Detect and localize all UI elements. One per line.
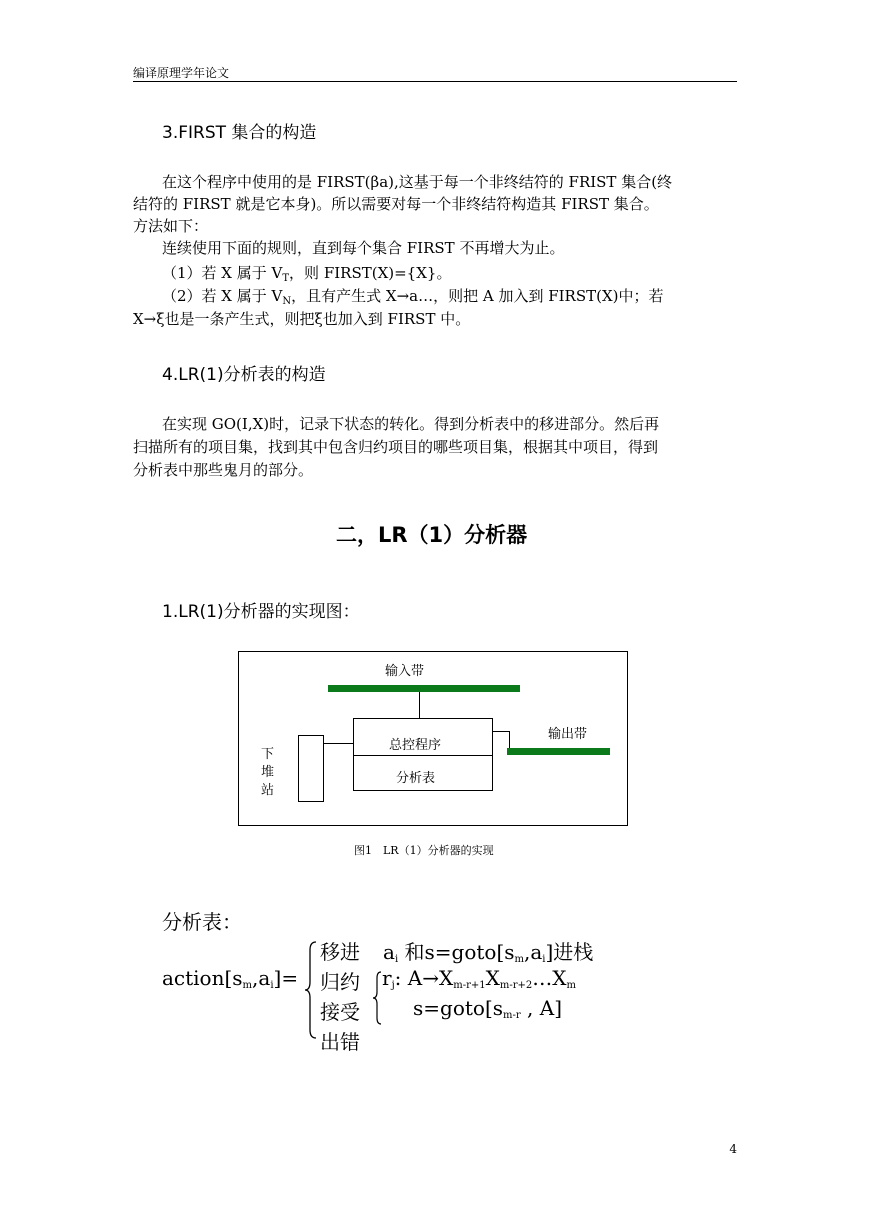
case-shift: 移进 bbox=[320, 940, 360, 964]
rule-1-post: ，则 FIRST(X)={X}。 bbox=[289, 264, 452, 282]
stack-label-3: 站 bbox=[261, 783, 275, 798]
para1-line4: 连续使用下面的规则，直到每个集合 FIRST 不再增大为止。 bbox=[162, 239, 565, 257]
rule-2-post: ，且有产生式 X→a…，则把 A 加入到 FIRST(X)中；若 bbox=[291, 287, 664, 305]
reduce-prod-pre: : A→X bbox=[394, 966, 454, 990]
output-connector-v bbox=[509, 731, 510, 748]
formula-title: 分析表： bbox=[162, 910, 242, 934]
shift-a: a bbox=[383, 940, 395, 964]
rule-2-pre: （2）若 X 属于 V bbox=[162, 287, 283, 305]
case-error: 出错 bbox=[320, 1030, 360, 1054]
shift-action bbox=[383, 936, 593, 965]
shift-rest-mid: ,a bbox=[524, 940, 543, 964]
left-brace-inner bbox=[372, 970, 382, 1026]
para1-line3: 方法如下： bbox=[133, 217, 209, 235]
goto-pre: s=goto[s bbox=[413, 996, 504, 1020]
analysis-table-label: 分析表 bbox=[396, 771, 436, 786]
para1-line1: 在这个程序中使用的是 FIRST(βa),这基于每一个非终结符的 FRIST 集合(终 bbox=[162, 173, 673, 191]
reduce-sub-1: m-r+1 bbox=[453, 980, 486, 991]
case-reduce: 归约 bbox=[320, 970, 360, 994]
running-header: 编译原理学年论文 bbox=[133, 66, 230, 80]
reduce-sub-2: m-r+2 bbox=[499, 980, 533, 991]
output-connector-h bbox=[493, 731, 509, 732]
rule-2-sub: N bbox=[282, 296, 292, 307]
stack-box bbox=[298, 735, 324, 802]
stack-label-1: 下 bbox=[261, 747, 275, 762]
para2-line1: 在实现 GO(I,X)时，记录下状态的转化。得到分析表中的移进部分。然后再 bbox=[162, 415, 660, 433]
case-accept: 接受 bbox=[320, 1000, 360, 1024]
lhs-sub-i: i bbox=[270, 980, 274, 991]
goto-sub: m-r bbox=[503, 1010, 521, 1021]
shift-rest-post: ]进栈 bbox=[545, 940, 594, 964]
chapter-heading: 二，LR（1）分析器 bbox=[336, 523, 528, 547]
para1-line2: 结符的 FIRST 就是它本身)。所以需要对每一个非终结符构造其 FIRST 集合。 bbox=[133, 195, 659, 213]
reduce-action bbox=[382, 966, 576, 991]
formula-lhs bbox=[162, 966, 298, 991]
left-brace-outer bbox=[304, 940, 318, 1040]
goto-action bbox=[413, 996, 562, 1021]
para2-line2: 扫描所有的项目集，找到其中包含归约项目的哪些项目集，根据其中项目，得到 bbox=[133, 438, 659, 456]
lhs-mid: ,a bbox=[252, 966, 271, 990]
figure-caption: 图1 LR（1）分析器的实现 bbox=[354, 844, 494, 857]
reduce-prod-mid: X bbox=[485, 966, 500, 990]
section-heading-lr1-table: 4.LR(1)分析表的构造 bbox=[162, 365, 326, 385]
lhs-post: ]= bbox=[273, 966, 299, 990]
output-tape-label: 输出带 bbox=[548, 727, 588, 742]
shift-a-sub: i bbox=[394, 954, 399, 965]
lhs-pre: action[s bbox=[162, 966, 243, 990]
control-program-label: 总控程序 bbox=[389, 738, 442, 753]
rule-2-continued: X→ξ也是一条产生式，则把ξ也加入到 FIRST 中。 bbox=[133, 310, 471, 328]
control-divider bbox=[353, 755, 493, 756]
rule-1-sub: T bbox=[282, 273, 290, 284]
reduce-prod-dots: …X bbox=[532, 966, 567, 990]
header-divider bbox=[133, 81, 737, 82]
lhs-sub-m: m bbox=[242, 980, 253, 991]
input-tape-bar bbox=[328, 685, 520, 692]
rule-1-pre: （1）若 X 属于 V bbox=[162, 264, 283, 282]
reduce-r-sub: j bbox=[391, 980, 395, 991]
section-heading-diagram: 1.LR(1)分析器的实现图： bbox=[162, 602, 360, 622]
reduce-sub-3: m bbox=[566, 980, 576, 991]
goto-post: , A] bbox=[520, 996, 562, 1020]
output-tape-bar bbox=[507, 748, 610, 755]
section-heading-first: 3.FIRST 集合的构造 bbox=[162, 123, 317, 143]
input-tape-label: 输入带 bbox=[385, 664, 425, 679]
stack-label-2: 堆 bbox=[261, 765, 275, 780]
page-number: 4 bbox=[729, 1142, 737, 1156]
lr1-parser-diagram bbox=[238, 651, 628, 826]
shift-rest-pre: 和s=goto[s bbox=[398, 940, 515, 964]
para2-line3: 分析表中那些鬼月的部分。 bbox=[133, 461, 314, 479]
shift-rest-sub-m: m bbox=[514, 954, 524, 965]
input-connector bbox=[419, 692, 420, 718]
stack-connector bbox=[324, 743, 353, 744]
shift-rest-sub-i: i bbox=[542, 954, 546, 965]
reduce-r: r bbox=[382, 966, 392, 990]
